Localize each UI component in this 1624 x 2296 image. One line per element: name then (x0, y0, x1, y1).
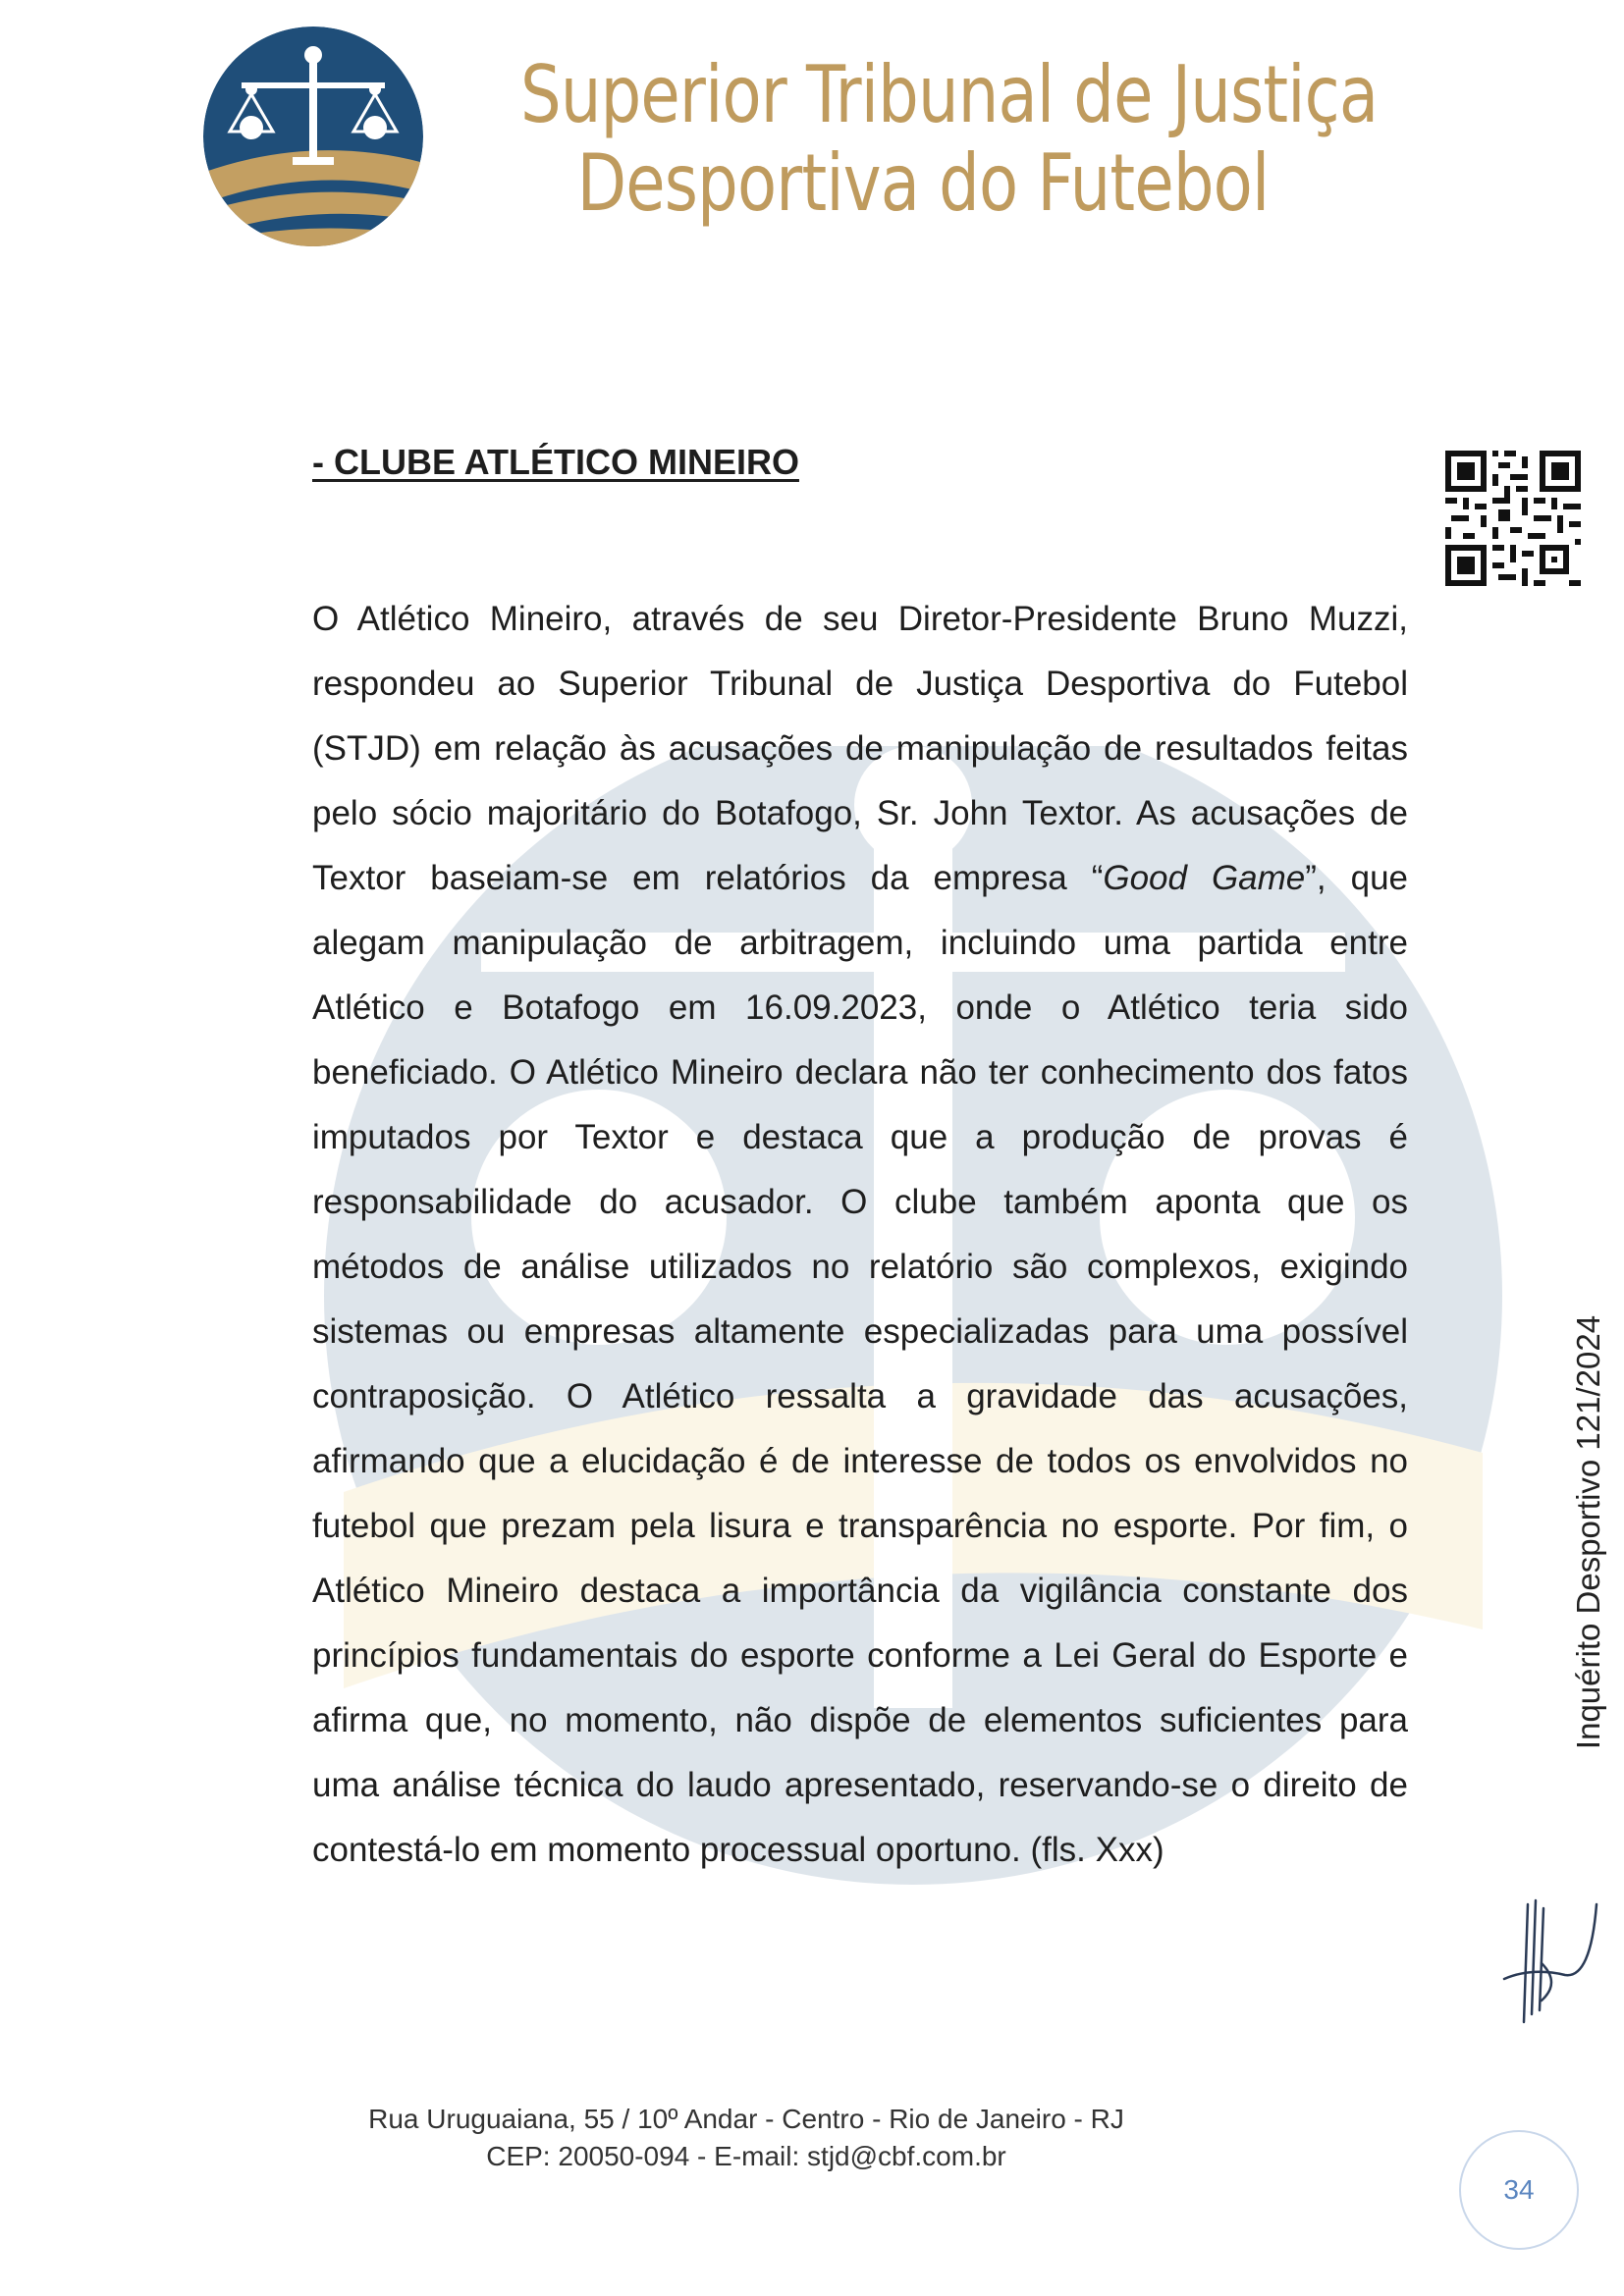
paragraph-line: afirmando que a elucidação é de interesse de todos os envolvidos no (312, 1442, 1408, 1480)
paragraph-line: O Atlético Mineiro, através de seu Diretor-Presidente Bruno Muzzi, (312, 600, 1408, 638)
paragraph-line: futebol que prezam pela lisura e transparência no esporte. Por fim, o (312, 1507, 1408, 1545)
paragraph-line: princípios fundamentais do esporte conforme a Lei Geral do Esporte e (312, 1636, 1408, 1675)
body-paragraph (312, 587, 1408, 1883)
signature-mark (1502, 1885, 1600, 2032)
page-number: 34 (1503, 2174, 1535, 2205)
org-name-line-2: Desportiva do Futebol (576, 137, 1270, 229)
organization-name (520, 49, 1379, 229)
paragraph-line: pelo sócio majoritário do Botafogo, Sr. John Textor. As acusações de (312, 794, 1408, 832)
side-reference (1559, 1314, 1618, 1750)
footer-address: Rua Uruguaiana, 55 / 10º Andar - Centro - Rio de Janeiro - RJ (368, 2104, 1124, 2134)
paragraph-line: alegam manipulação de arbitragem, incluindo uma partida entre (312, 924, 1408, 962)
paragraph-line: imputados por Textor e destaca que a produção de provas é (312, 1118, 1408, 1156)
paragraph-line-good-game (312, 846, 1408, 911)
company-name-italic: Good Game (1103, 859, 1306, 897)
line-text-before: Textor baseiam-se em relatórios da empresa “ (312, 859, 1104, 897)
paragraph-line: métodos de análise utilizados no relatório são complexos, exigindo (312, 1248, 1408, 1286)
paragraph-line: Atlético Mineiro destaca a importância da vigilância constante dos (312, 1572, 1408, 1610)
paragraph-line: respondeu ao Superior Tribunal de Justiça Desportiva do Futebol (312, 665, 1408, 703)
qr-code[interactable] (1439, 444, 1587, 593)
line-text-after: ”, que (1305, 859, 1409, 897)
section-title: - CLUBE ATLÉTICO MINEIRO (312, 442, 799, 482)
paragraph-line: afirma que, no momento, não dispõe de elementos suficientes para (312, 1701, 1408, 1739)
page-number-badge (1459, 2130, 1579, 2250)
paragraph-line: sistemas ou empresas altamente especializadas para uma possível (312, 1312, 1408, 1351)
paragraph-line: contraposição. O Atlético ressalta a gravidade das acusações, (312, 1377, 1408, 1415)
org-name-line-1: Superior Tribunal de Justiça (520, 49, 1379, 140)
paragraph-line: uma análise técnica do laudo apresentado, reservando-se o direito de (312, 1766, 1408, 1804)
paragraph-line: responsabilidade do acusador. O clube também aponta que os (312, 1183, 1408, 1221)
paragraph-line: contestá-lo em momento processual oportuno. (fls. Xxx) (312, 1831, 1164, 1869)
inquiry-reference: Inquérito Desportivo 121/2024 (1570, 1314, 1606, 1750)
stjd-logo (202, 26, 424, 247)
paragraph-line: Atlético e Botafogo em 16.09.2023, onde o Atlético teria sido (312, 988, 1408, 1027)
footer (295, 2101, 1198, 2175)
paragraph-line: beneficiado. O Atlético Mineiro declara não ter conhecimento dos fatos (312, 1053, 1408, 1092)
paragraph-line: (STJD) em relação às acusações de manipulação de resultados feitas (312, 729, 1408, 768)
footer-contact: CEP: 20050-094 - E-mail: stjd@cbf.com.br (486, 2141, 1006, 2171)
